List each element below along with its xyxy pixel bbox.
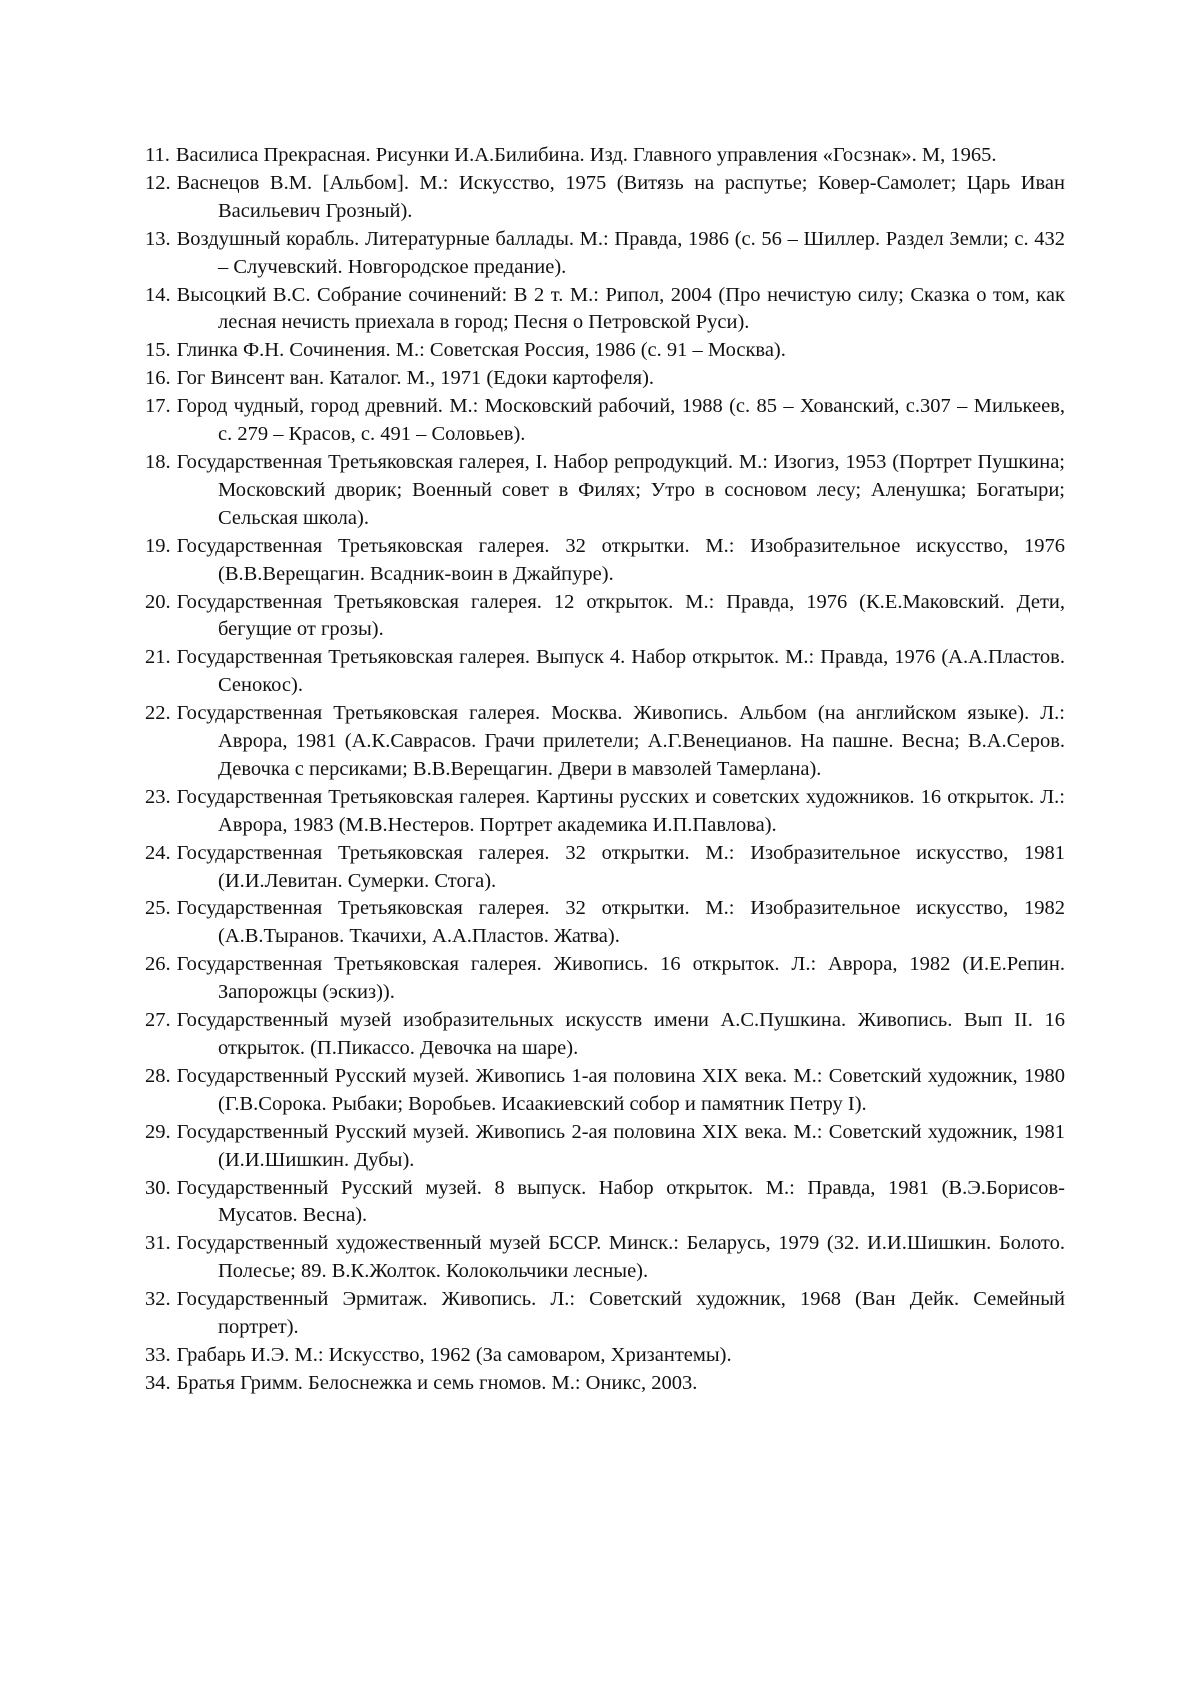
entry-number: 22. [145,702,171,724]
entry-text: Государственная Третьяковская галерея. 32 открытки. М.: Изобразительное искус­ство, 1981 (И.И.Левитан. Сумерки. Стога). [177,842,1065,892]
entry-text: Васнецов В.М. [Альбом]. М.: Искусство, 1975 (Витязь на распутье; Ковер-Самолет; Царь Иван Васильевич Грозный). [177,172,1065,222]
bibliography-entry [145,393,1065,449]
entry-text: Государственный Русский музей. Живопись 1-ая половина XIX века. М.: Советский художник, 1980 (Г.В.Сорока. Рыбаки; Воробьев. Исаакиевский собор и памятник Петру I). [177,1065,1065,1115]
entry-number: 18. [145,451,171,473]
entry-number: 29. [145,1121,171,1143]
bibliography-entry [145,282,1065,338]
bibliography-entry [145,644,1065,700]
entry-number: 13. [145,228,171,250]
bibliography-entry [145,895,1065,951]
bibliography-entry [145,1007,1065,1063]
bibliography-entry [145,840,1065,896]
entry-text: Государственная Третьяковская галерея. Живопись. 16 открыток. Л.: Аврора, 1982 (И.Е.Репин. Запорожцы (эскиз)). [177,953,1065,1003]
entry-text: Государственный музей изобразительных искусств имени А.С.Пушкина. Живопись. Вып II. 16 открыток. (П.Пикассо. Девочка на шаре). [177,1009,1065,1059]
entry-number: 32. [145,1288,171,1310]
bibliography-entry [145,226,1065,282]
entry-text: Город чудный, город древний. М.: Московский рабочий, 1988 (с. 85 – Хованский, с.307 – Милькеев, с. 279 – Красов, с. 491 – Соловьев). [177,395,1065,445]
entry-text: Государственная Третьяковская галерея. 32 открытки. М.: Изобразительное искус­ство, 1976 (В.В.Верещагин. Всадник-воин в Джайпуре). [177,535,1065,585]
bibliography-entry [145,1370,1065,1398]
entry-number: 24. [145,842,171,864]
bibliography-entry [145,700,1065,784]
entry-text: Государственный художественный музей БССР. Минск.: Беларусь, 1979 (32. И.И.Шишкин. Болото. Полесье; 89. В.К.Жолток. Колокольчики лесные). [177,1232,1065,1282]
entry-number: 11. [145,144,170,166]
bibliography-entry [145,142,1065,170]
entry-number: 31. [145,1232,171,1254]
entry-text: Государственный Русский музей. 8 выпуск. Набор открыток. М.: Правда, 1981 (В.Э.Борисов-Мусатов. Весна). [177,1177,1065,1227]
entry-text: Государственная Третьяковская галерея, I. Набор репродукций. М.: Изогиз, 1953 (Портрет Пушкина; Московский дворик; Военный совет в Филях; Утро в сосно­вом лесу; Аленушка; Богатыри; Сельская школа). [177,451,1065,529]
entry-number: 16. [145,367,171,389]
entry-number: 30. [145,1177,171,1199]
entry-number: 33. [145,1344,171,1366]
entry-number: 12. [145,172,171,194]
entry-number: 19. [145,535,171,557]
entry-text: Государственная Третьяковская галерея. Картины русских и советских художников. 16 открыток. Л.: Аврора, 1983 (М.В.Нестеров. Портрет академика И.П.Павлова). [177,786,1065,836]
entry-text: Гог Винсент ван. Каталог. М., 1971 (Едоки картофеля). [177,367,654,389]
entry-number: 20. [145,591,171,613]
bibliography-entry [145,1119,1065,1175]
entry-text: Государственная Третьяковская галерея. Москва. Живопись. Альбом (на англий­ском языке). Л.: Аврора, 1981 (А.К.Саврасов. Грачи прилетели; А.Г.Венецианов. На пашне. Весна; В.А.Серов. Девочка с персиками; В.В.Верещагин. Двери в мавзолей Тамерлана). [177,702,1065,780]
bibliography-entry [145,170,1065,226]
entry-text: Василиса Прекрасная. Рисунки И.А.Билибина. Изд. Главного управления «Гос­знак». М, 1965. [176,144,997,166]
entry-number: 28. [145,1065,171,1087]
bibliography-entry [145,1063,1065,1119]
bibliography-entry [145,951,1065,1007]
entry-text: Грабарь И.Э. М.: Искусство, 1962 (За самоваром, Хризантемы). [177,1344,732,1366]
entry-text: Государственный Эрмитаж. Живопись. Л.: Советский художник, 1968 (Ван Дейк. Семейный портрет). [177,1288,1065,1338]
entry-number: 21. [145,646,171,668]
entry-number: 26. [145,953,171,975]
entry-number: 27. [145,1009,171,1031]
entry-text: Государственный Русский музей. Живопись 2-ая половина XIX века. М.: Советский художник, 1981 (И.И.Шишкин. Дубы). [177,1121,1065,1171]
bibliography-entry [145,589,1065,645]
entry-number: 15. [145,339,171,361]
entry-text: Государственная Третьяковская галерея. 32 открытки. М.: Изобразительное искус­ство, 1982 (А.В.Тыранов. Ткачихи, А.А.Пластов. Жатва). [177,897,1065,947]
bibliography-entry [145,533,1065,589]
bibliography-entry [145,449,1065,533]
entry-text: Государственная Третьяковская галерея. 12 открыток. М.: Правда, 1976 (К.Е.Маковский. Дети, бегущие от грозы). [177,591,1065,641]
entry-number: 23. [145,786,171,808]
bibliography-list [145,142,1065,1398]
bibliography-entry [145,1342,1065,1370]
entry-number: 17. [145,395,171,417]
bibliography-entry [145,784,1065,840]
entry-text: Глинка Ф.Н. Сочинения. М.: Советская Россия, 1986 (с. 91 – Москва). [177,339,786,361]
bibliography-entry [145,365,1065,393]
entry-number: 34. [145,1372,171,1394]
bibliography-entry [145,1175,1065,1231]
bibliography-entry [145,1230,1065,1286]
entry-number: 25. [145,897,171,919]
entry-text: Братья Гримм. Белоснежка и семь гномов. М.: Оникс, 2003. [177,1372,698,1394]
entry-text: Воздушный корабль. Литературные баллады. М.: Правда, 1986 (с. 56 – Шиллер. Раздел Земли; с. 432 – Случевский. Новгородское предание). [177,228,1065,278]
bibliography-entry [145,337,1065,365]
document-page [0,0,1200,1698]
bibliography-entry [145,1286,1065,1342]
entry-text: Государственная Третьяковская галерея. Выпуск 4. Набор открыток. М.: Правда, 1976 (А.А.Пластов. Сенокос). [177,646,1065,696]
entry-number: 14. [145,284,171,306]
entry-text: Высоцкий В.С. Собрание сочинений: В 2 т. М.: Рипол, 2004 (Про нечистую силу; Сказка о том, как лесная нечисть приехала в город; Песня о Петровской Руси). [177,284,1065,334]
